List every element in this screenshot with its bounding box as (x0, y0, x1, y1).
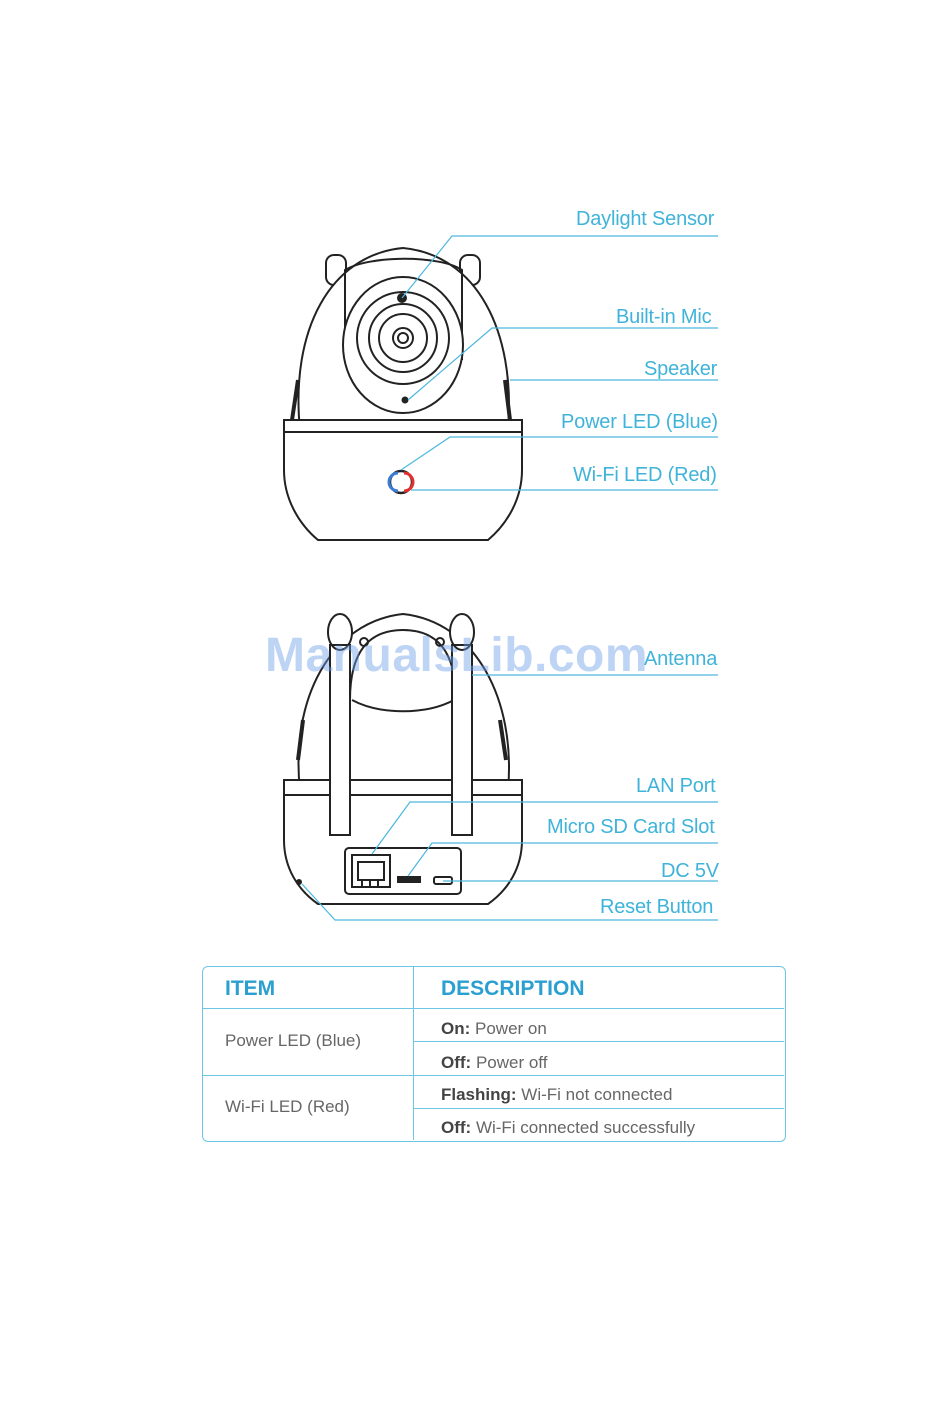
label-daylight-sensor: Daylight Sensor (576, 208, 715, 230)
front-camera-drawing (284, 248, 522, 540)
label-builtin-mic: Built-in Mic (616, 306, 712, 328)
label-dc5v: DC 5V (661, 860, 719, 882)
table-header-description: DESCRIPTION (441, 977, 585, 1000)
table-row-divider (413, 1041, 784, 1042)
table-header-item: ITEM (225, 977, 276, 1000)
label-micro-sd: Micro SD Card Slot (547, 816, 715, 838)
table-item-power-led: Power LED (Blue) (225, 1031, 362, 1050)
label-wifi-led: Wi-Fi LED (Red) (573, 464, 717, 486)
table-col-divider (413, 967, 414, 1140)
watermark: ManualsLib.com (265, 629, 649, 682)
table-desc-power-on: On: Power on (441, 1019, 547, 1038)
table-item-wifi-led: Wi-Fi LED (Red) (225, 1097, 350, 1116)
label-reset-button: Reset Button (600, 896, 714, 918)
table-desc-power-off: Off: Power off (441, 1053, 548, 1072)
label-speaker: Speaker (644, 358, 718, 380)
label-lan-port: LAN Port (636, 775, 716, 797)
table-desc-wifi-off: Off: Wi-Fi connected successfully (441, 1118, 696, 1137)
label-antenna: Antenna (644, 648, 718, 670)
led-status-table (202, 966, 786, 1142)
table-header-divider (203, 1008, 784, 1009)
table-desc-wifi-flashing: Flashing: Wi-Fi not connected (441, 1085, 673, 1104)
label-power-led: Power LED (Blue) (561, 411, 718, 433)
table-row-divider (413, 1108, 784, 1109)
table-row-divider (203, 1075, 784, 1076)
